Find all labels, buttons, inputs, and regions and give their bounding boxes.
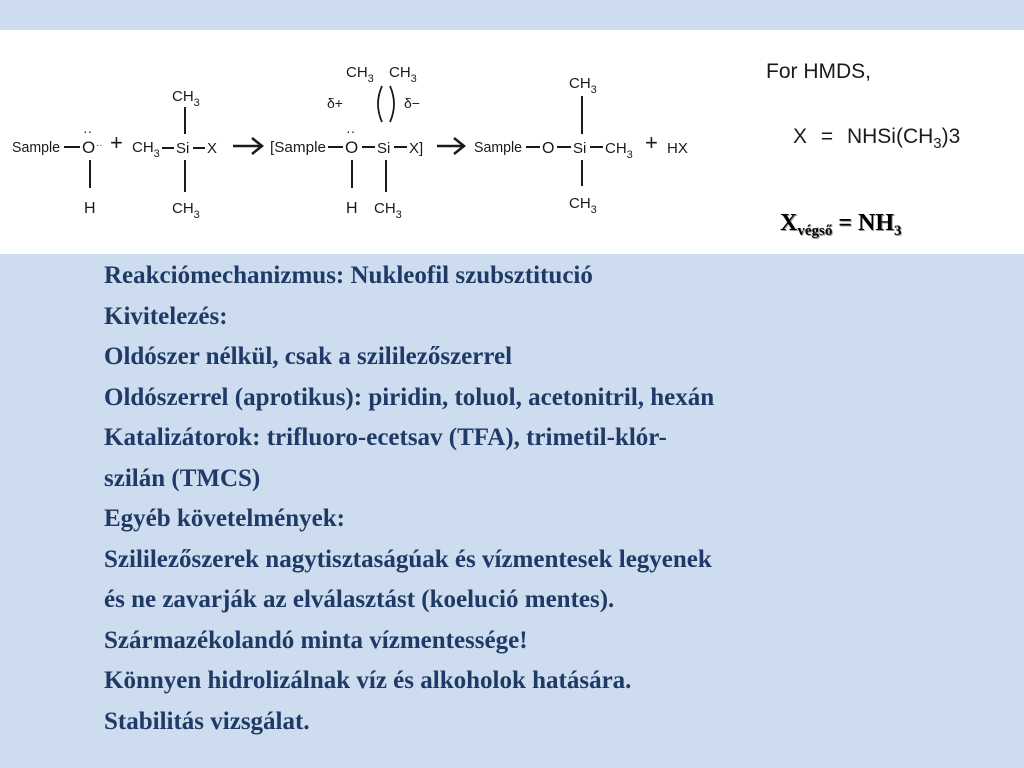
text-line: és ne zavarják az elválasztást (koelució mentes). bbox=[104, 586, 615, 613]
methyl-top-2: $CH_3$ bbox=[172, 88, 200, 109]
plus-sign-1: + bbox=[110, 130, 123, 155]
silicon-label-2: Si bbox=[176, 140, 190, 157]
hydrogen-label-1: H bbox=[84, 200, 96, 217]
silylation-reaction-scheme bbox=[0, 0, 760, 254]
methyl-left-2: $CH_3$ bbox=[132, 139, 160, 160]
bond-arc-right bbox=[390, 86, 394, 122]
sample-label-2: [Sample bbox=[270, 139, 326, 156]
text-line: Egyéb követelmények: bbox=[104, 505, 345, 532]
methyl-top-right-ts: $CH_3$ bbox=[389, 64, 417, 85]
methyl-bottom-ts: $CH_3$ bbox=[374, 200, 402, 221]
lone-pair-dots: ·· bbox=[83, 123, 93, 139]
lone-pair-dots-2: ·· bbox=[346, 123, 356, 139]
x-label-ts: X] bbox=[409, 140, 424, 157]
hydrogen-label-2: H bbox=[346, 200, 358, 217]
text-line: Reakciómechanizmus: Nukleofil szubsztitució bbox=[104, 262, 593, 289]
text-line: Katalizátorok: trifluoro-ecetsav (TFA), trimetil-klór- bbox=[104, 424, 667, 451]
text-line: Kivitelezés: bbox=[104, 302, 228, 330]
bond-arc-left bbox=[378, 86, 382, 122]
hmds-x-equation bbox=[793, 125, 960, 152]
hmds-label: For HMDS, bbox=[766, 60, 871, 83]
silicon-label-3: Si bbox=[573, 140, 587, 157]
x-label-2: X bbox=[207, 140, 218, 157]
silicon-label-ts: Si bbox=[377, 140, 391, 157]
sample-label-3: Sample bbox=[474, 139, 522, 156]
text-line: Származékolandó minta vízmentessége! bbox=[104, 626, 528, 654]
hx-label: HX bbox=[667, 140, 688, 157]
slide-body bbox=[104, 256, 984, 742]
sample-label-1: Sample bbox=[12, 139, 60, 156]
text-line: Szililezőszerek nagytisztaságúak és vízmentesek legyenek bbox=[104, 545, 712, 573]
delta-minus-label: δ− bbox=[404, 95, 420, 111]
text-line: Könnyen hidrolizálnak víz és alkoholok hatására. bbox=[104, 667, 632, 694]
methyl-right-3: $CH_3$ bbox=[605, 140, 633, 161]
x-symbol: X bbox=[793, 125, 808, 148]
plus-sign-2: + bbox=[645, 130, 658, 155]
x-final-equation: $X_{végső} = NH_3$ bbox=[780, 210, 902, 239]
text-line: Oldószer nélkül, csak a szililezőszerrel bbox=[104, 343, 513, 370]
methyl-top-left-ts: $CH_3$ bbox=[346, 64, 374, 85]
methyl-top-3: $CH_3$ bbox=[569, 75, 597, 96]
text-line: Stabilitás vizsgálat. bbox=[104, 707, 310, 735]
text-line: szilán (TMCS) bbox=[104, 464, 261, 492]
text-line: Oldószerrel (aprotikus): piridin, toluol, acetonitril, hexán bbox=[104, 383, 715, 411]
hmds-formula: $NHSi(CH_3)3$ bbox=[846, 125, 961, 152]
lone-pair-dots-side: ·· bbox=[96, 140, 103, 151]
equals-sign: = bbox=[820, 125, 834, 148]
oxygen-label-3: O bbox=[542, 140, 555, 157]
oxygen-label-2: O bbox=[345, 138, 359, 157]
methyl-bottom-2: $CH_3$ bbox=[172, 200, 200, 221]
oxygen-label-1: O bbox=[82, 138, 96, 157]
methyl-bottom-3: $CH_3$ bbox=[569, 195, 597, 216]
delta-plus-label: δ+ bbox=[327, 95, 343, 111]
